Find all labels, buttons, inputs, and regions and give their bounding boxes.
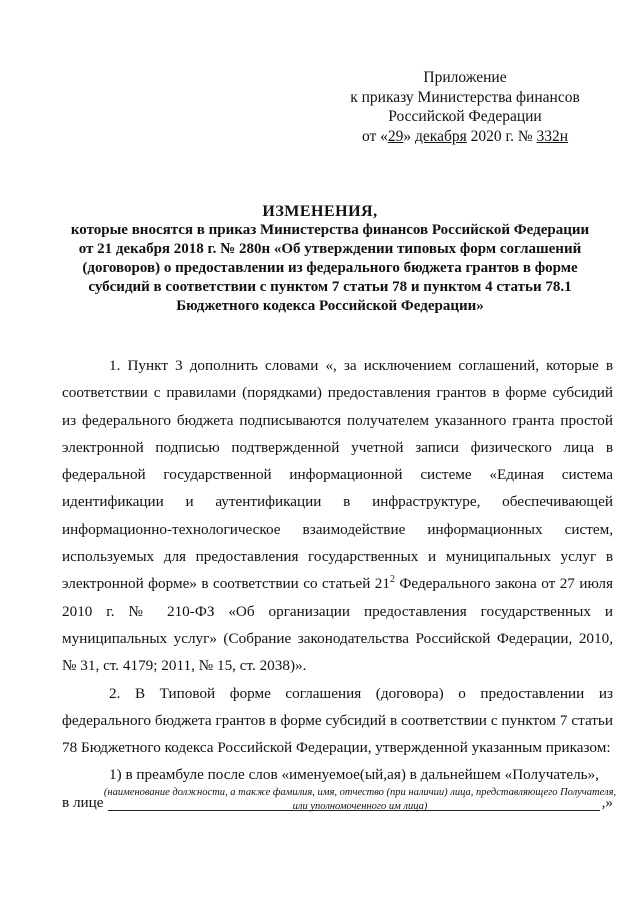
appendix-country: Российской Федерации	[388, 108, 542, 125]
date-month: декабря	[415, 127, 467, 145]
appendix-order-ref: к приказу Министерства финансов	[350, 88, 580, 106]
date-day: 29	[387, 127, 404, 145]
document-title: ИЗМЕНЕНИЯ,	[262, 203, 378, 220]
document-body	[62, 352, 613, 816]
paragraph-1-text-a: 1. Пункт 3 дополнить словами «, за исключением соглашений, которые в соответствии с правилами (порядками) предоставления грантов в форме субсидий из федерального бюджета подписываются получателем указанного гранта простой электронной подписью подтвержденной учетной записи физического лица в федеральной государственной информационной системе «Единая система идентификации и аутентификации в инфраструктуре, обеспечивающей информационно-технологическое взаимодействие информационных систем, используемых для предоставления государственных и муниципальных услуг в электронной форме» в соответствии со статьей 21	[62, 357, 613, 593]
date-day-close: »	[403, 127, 412, 145]
appendix-block	[340, 68, 590, 146]
closing-quote: ,»	[601, 793, 613, 811]
paragraph-1-text-b: Федерального закона от 27 июля 2010 г. № 210-ФЗ «Об организации предоставления государственных и муниципальных услуг» (Собрание законодательства Российской Федерации, 2010, № 31, ст. 4179; 2011, № 15, ст. 2038)».	[62, 575, 613, 675]
date-prefix: от «	[361, 127, 388, 145]
date-year: 2020 г. №	[470, 127, 533, 145]
appendix-title: Приложение	[423, 69, 507, 86]
paragraph-3-text: 1) в преамбуле после слов «именуемое(ый,ая) в дальнейшем «Получатель»,	[109, 766, 599, 784]
representative-label: в лице	[62, 793, 104, 811]
paragraph-1	[62, 352, 613, 680]
order-number: 332н	[536, 127, 569, 145]
document-subtitle: которые вносятся в приказ Министерства финансов Российской Федерации от 21 декабря 2018 г. № 280н «Об утверждении типовых форм соглашений (договоров) о предоставлении из федерального бюджета грантов в форме субсидий в соответствии с пунктом 7 статьи 78 и пунктом 4 статьи 78.1 Бюджетного кодекса Российской Федерации»	[70, 222, 590, 314]
paragraph-1-superscript: 2	[389, 574, 395, 586]
paragraph-2: 2. В Типовой форме соглашения (договора) о предоставлении из федерального бюджета грантов в форме субсидий в соответствии с пунктом 7 статьи 78 Бюджетного кодекса Российской Федерации, утвержденной указанным приказом:	[62, 684, 613, 757]
field-caption: (наименование должности, а также фамилия, имя, отчество (при наличии) лица, представляющего Получателя, или уполномоченного им лица)	[103, 787, 617, 812]
appendix-date-line	[340, 127, 590, 147]
